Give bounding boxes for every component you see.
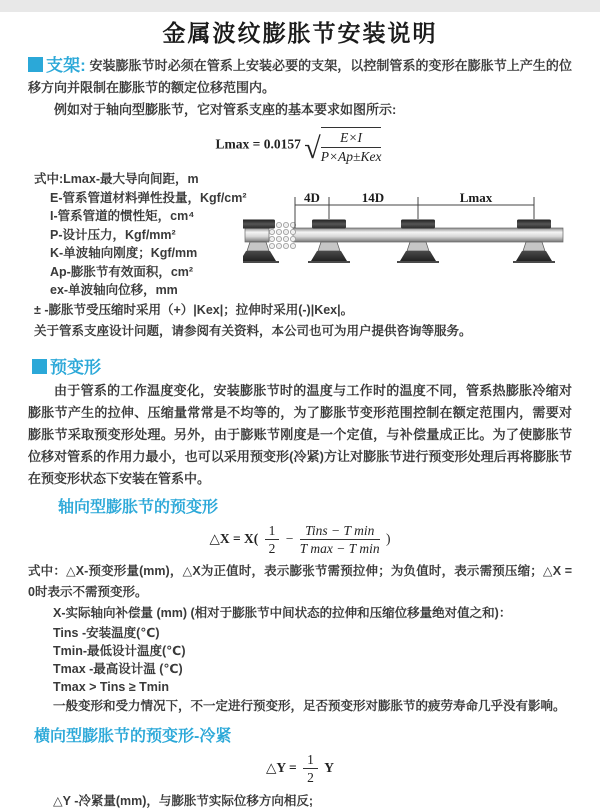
lmax-formula-numerator: E×I [321, 130, 382, 148]
lateral-formula [28, 752, 572, 786]
predeform-section-heading-row [32, 353, 572, 378]
page-title: 金属波纹膨胀节安装说明 [162, 20, 438, 46]
lmax-formula [28, 127, 572, 164]
lateral-formula-rhs: Y [324, 759, 334, 775]
support-section-heading: 支架: [46, 56, 86, 75]
lateral-formula-fraction [303, 752, 318, 786]
definition-line: Ap-膨胀节有效面积，cm² [50, 264, 194, 279]
lateral-formula-lhs: △Y = [266, 759, 297, 775]
service-note: 关于管系支座设计问题，请参阅有关资料，本公司也可为用户提供咨询等服务。 [34, 323, 472, 338]
axial-line-tins: Tins -安装温度(℃) [53, 625, 160, 640]
definition-line: I-管系管道的惯性矩，cm⁴ [50, 209, 195, 224]
definition-line: 式中:Lmax-最大导向间距，m [34, 172, 199, 187]
lmax-formula-fraction [321, 127, 382, 164]
axial-formula-half-fraction [265, 523, 280, 557]
axial-line-inequality: Tmax > Tins ≥ Tmin [53, 679, 170, 694]
lateral-subsection-heading: 横向型膨胀节的预变形-冷紧 [34, 727, 232, 745]
axial-formula-close-paren: ) [386, 530, 391, 546]
lateral-note: △Y -冷紧量(mm)，与膨胀节实际位移方向相反; [53, 793, 314, 808]
axial-half-numerator: 1 [265, 523, 280, 541]
axial-line-general: 一般变形和受力情况下，不一定进行预变形，足否预变形对膨胀节的疲劳寿命几乎没有影响。 [53, 698, 566, 713]
lmax-formula-denominator: P×Ap±Kex [320, 148, 382, 164]
axial-formula-lhs: △X = X( [209, 530, 259, 546]
axial-formula [28, 523, 572, 557]
axial-line-tmax: Tmax -最高设计温 (℃) [53, 661, 183, 676]
axial-temp-numerator: Tins − T min [300, 523, 380, 541]
axial-line-shizhong: 式中：△X-预变形量(mm)，△X为正值时，表示膨张节需预拉伸；为负值时，表示需预压缩；△X = 0时表示不需预变形。 [28, 563, 572, 599]
definition-line: E-管系管道材料弹性投量，Kgf/cm² [50, 190, 247, 205]
axial-subsection-heading: 轴向型膨胀节的预变形 [58, 498, 219, 516]
axial-line-x-definition: X-实际轴向补偿量 (mm) (相对于膨胀节中间状态的拉伸和压缩位移量绝对值之和)： [53, 605, 512, 620]
pipe-support-diagram [243, 190, 595, 282]
predeform-section-heading: 预变形 [50, 357, 101, 377]
dimension-label-14d: 14D [361, 190, 385, 205]
definition-line: K-单波轴向刚度；Kgf/mm [50, 246, 198, 261]
axial-half-denominator: 2 [268, 541, 276, 557]
axial-temp-denominator: T max − T min [299, 541, 380, 557]
dimension-label-4d: 4D [304, 190, 320, 205]
scan-edge-strip [0, 0, 600, 12]
definition-line: ex-单波轴向位移，mm [50, 283, 178, 298]
support-section-paragraph [28, 55, 572, 99]
support-intro-text: 安装膨胀节时必须在管系上安装必要的支架，以控制管系的变形在膨胀节上产生的位移方向并限制在膨胀节的额定位移范围内。 [28, 58, 572, 95]
pipe-stub [245, 228, 269, 242]
radical-sign-icon: √ [304, 131, 321, 165]
definition-line: P-设计压力，Kgf/mm² [50, 227, 176, 242]
axial-formula-temp-fraction [300, 523, 380, 557]
axial-line-tmin: Tmin-最低设计温度(℃) [53, 643, 186, 658]
section-square-icon [28, 57, 43, 72]
pipe-main [293, 228, 563, 242]
lmax-formula-lhs: Lmax = 0.0157 [215, 136, 301, 152]
lateral-denominator: 2 [307, 770, 314, 786]
dimension-label-lmax: Lmax [459, 190, 493, 205]
plus-minus-note: ± -膨胀节受压缩时采用（+）|Kex|；拉伸时采用(-)|Kex|。 [34, 302, 354, 317]
support-example-line: 例如对于轴向型膨胀节，它对管系支座的基本要求如图所示: [54, 102, 397, 117]
predeform-paragraph: 由于管系的工作温度变化，安装膨胀节时的温度与工作时的温度不同，管系热膨胀冷缩对膨胀节产生的拉伸、压缩量常常是不均等的，为了膨胀节变形范围控制在额定范围内，需要对膨胀节采取预变形处理。另外，由于膨账节刚度是一个定值，与补偿量成正比。为了使膨胀节位移对管系的作用力最小，也可以采用预变形(冷紧)方让对膨胀节进行预变形处理后再将膨胀节在预变形状态下安装在管系中。 [28, 382, 572, 486]
lateral-numerator: 1 [303, 752, 318, 770]
axial-formula-minus: − [285, 530, 294, 546]
axial-description-lines [28, 561, 572, 717]
section-square-icon [32, 359, 47, 374]
document-content [0, 19, 600, 812]
